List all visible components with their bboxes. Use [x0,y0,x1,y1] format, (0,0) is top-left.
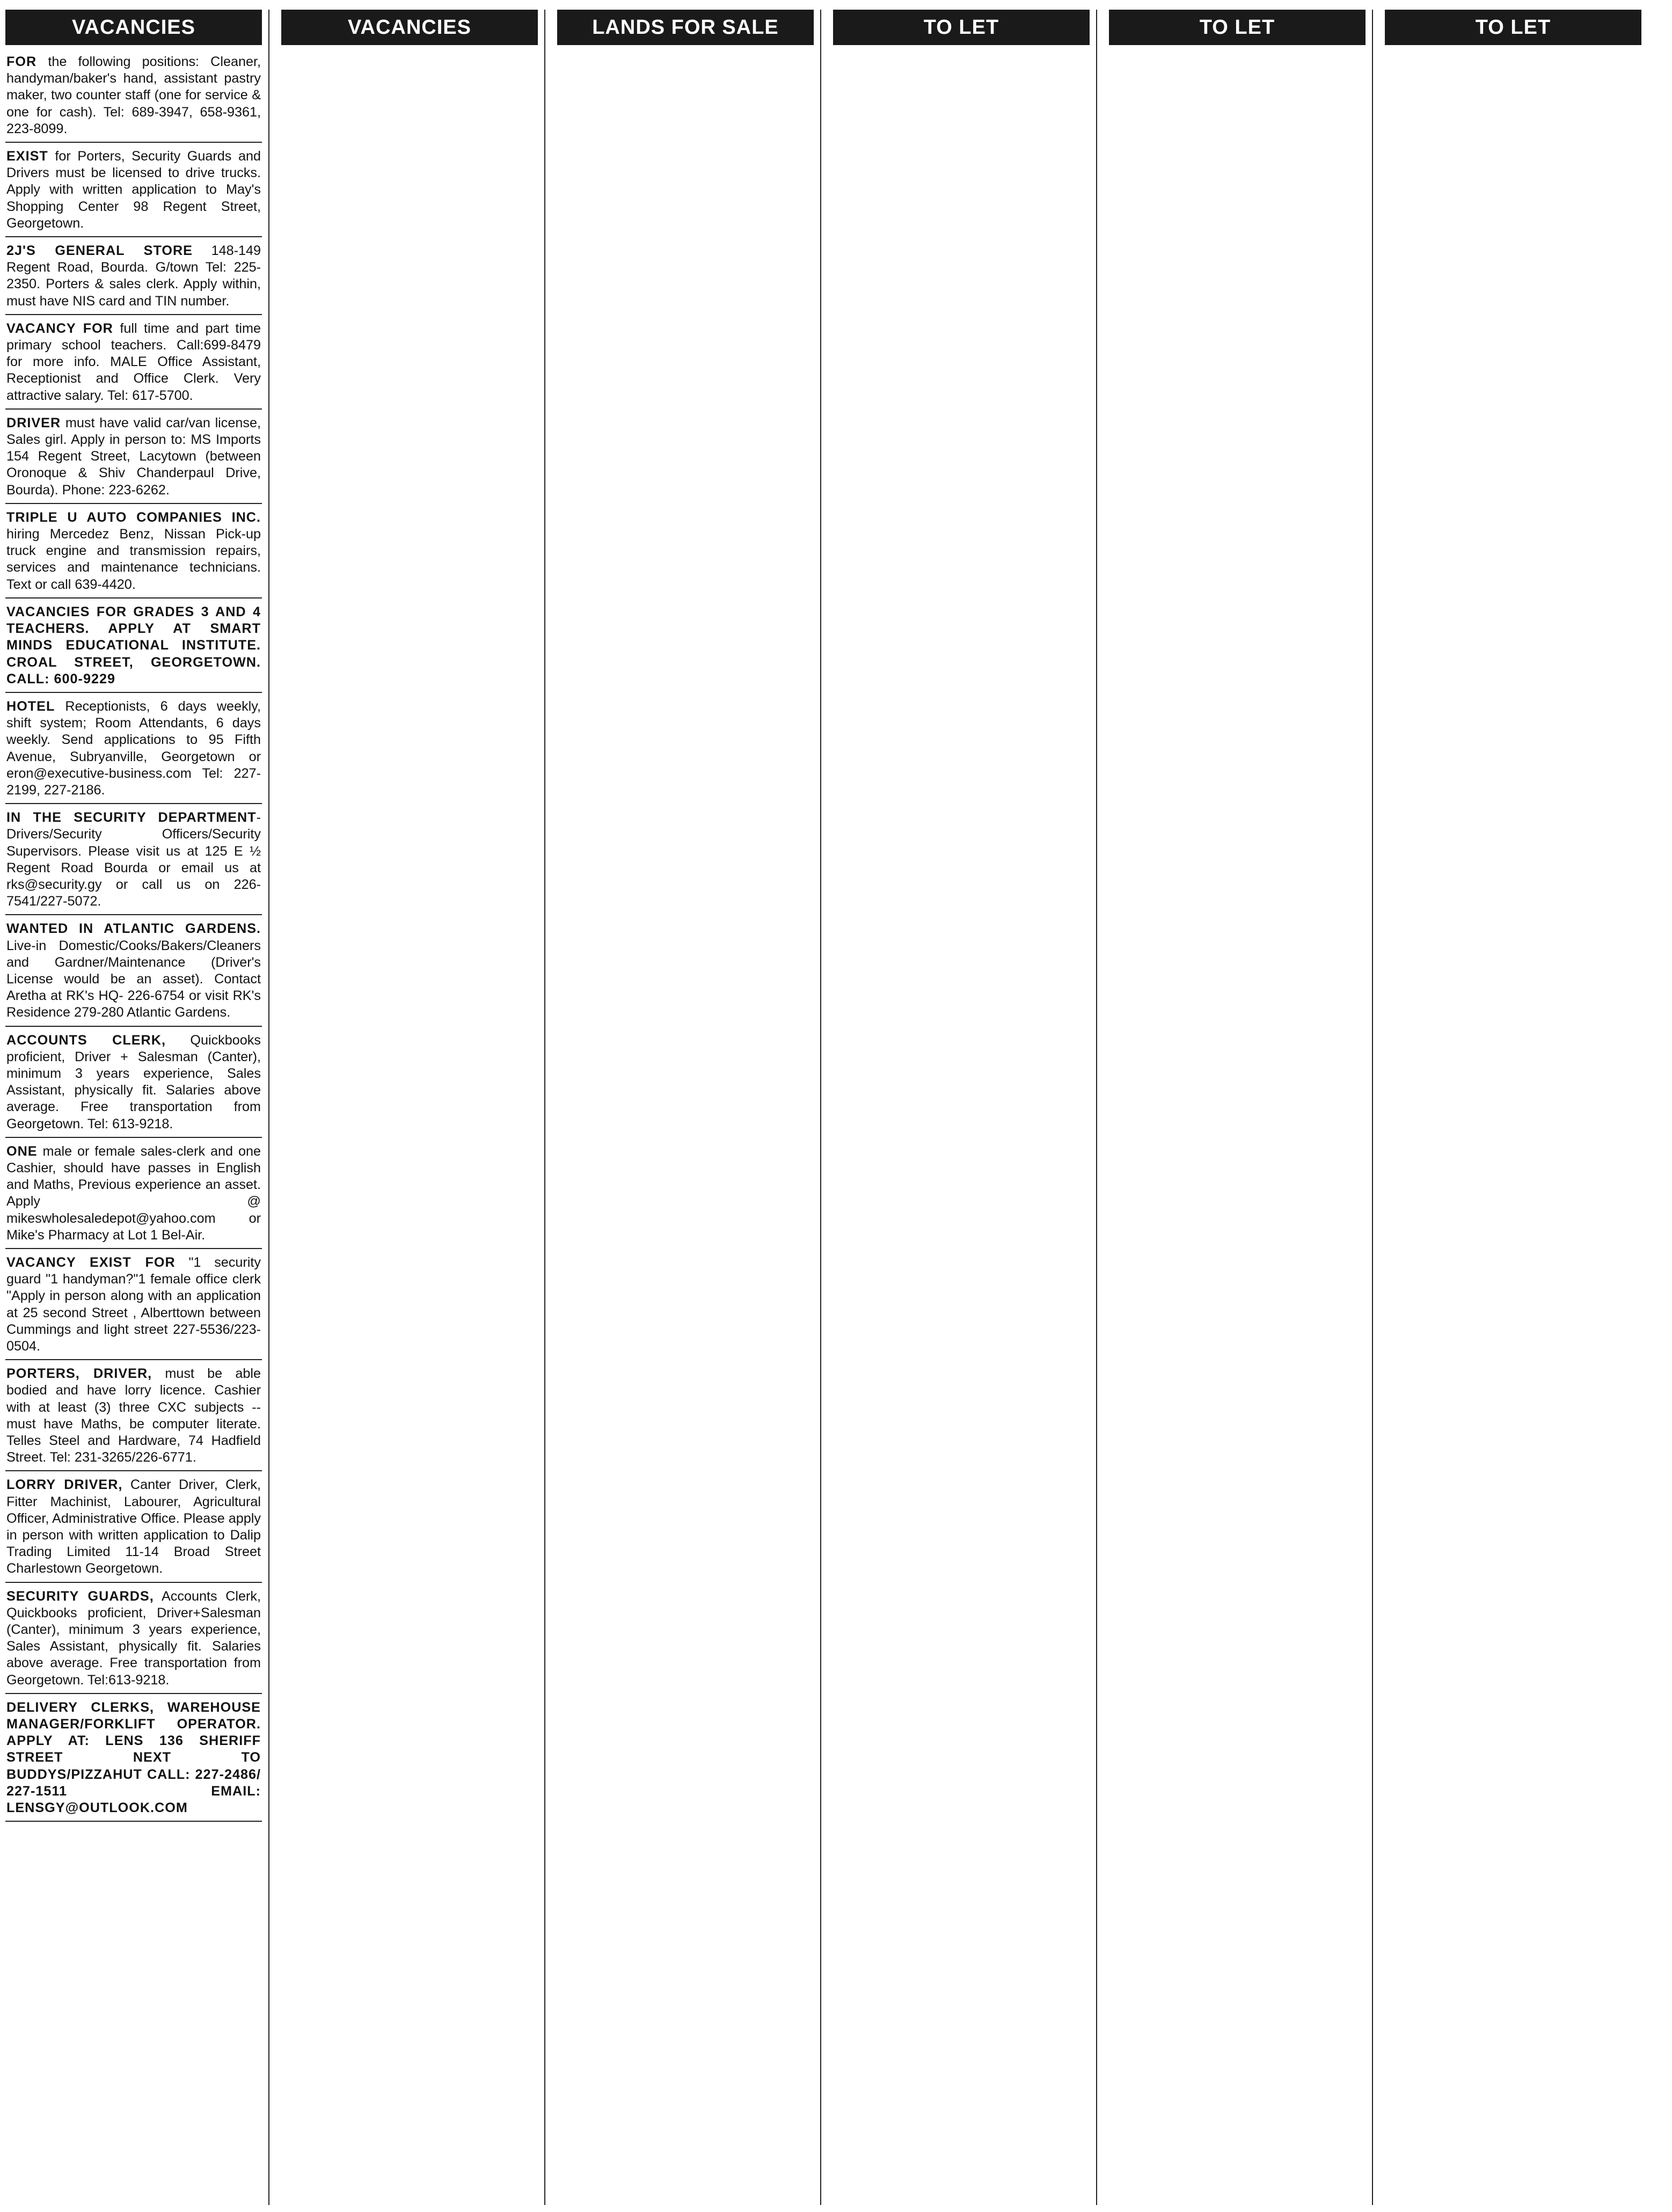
section-header: LANDS FOR SALE [557,10,814,45]
ad-lead: ONE [6,1143,38,1159]
ad-body: - Drivers/Security Officers/Security Supervisors. Please visit us at 125 E ½ Regent Road Bourda or email us at rks@security.gy or call us on 226-7541/227-5072. [6,810,261,909]
ad-lead: 2J'S GENERAL STORE [6,243,193,259]
classified-ad [5,1586,262,1694]
ad-lead: IN THE SECURITY DEPARTMENT [6,810,257,826]
ad-body: 148-149 Regent Road, Bourda. G/town Tel: 225-2350. Porters & sales clerk. Apply within, must have NIS card and TIN number. [6,243,261,309]
ad-body: Canter Driver, Clerk, Fitter Machinist, Labourer, Agricultural Officer, Administrative Office. Please apply in person with written application to Dalip Trading Limited 11-14 Broad Street Charlestown Georgetown. [6,1477,261,1576]
classified-ad [5,1252,262,1360]
classified-ad [5,602,262,693]
classified-ad [5,413,262,504]
classified-ad [5,1141,262,1249]
ad-lead: FOR [6,54,37,69]
ad-body: Accounts Clerk, Quickbooks proficient, Driver+Salesman (Canter), minimum 3 years experience, Sales Assistant, physically fit. Salaries above average. Free transportation from Georgetown. Tel:613-9218. [6,1588,261,1688]
ad-body: the following positions: Cleaner, handyman/baker's hand, assistant pastry maker, two counter staff (one for service & one for cash). Tel: 689-3947, 658-9361, 223-8099. [6,54,261,136]
ad-body: Quickbooks proficient, Driver + Salesman (Canter), minimum 3 years experience, Sales Assistant, physically fit. Salaries above average. Free transportation from Georgetown. Tel: 613-9218. [6,1032,261,1131]
column-divider [268,10,269,2205]
section-header: TO LET [833,10,1090,45]
section-header: TO LET [1385,10,1641,45]
column-lands-for-sale [557,10,814,2205]
vacancies-list [5,52,262,1822]
classified-ad [5,1474,262,1582]
ad-lead: ACCOUNTS CLERK, [6,1032,166,1048]
ad-lead: EXIST [6,149,48,164]
section-header: VACANCIES [281,10,538,45]
classified-ad [5,1697,262,1822]
column-vacancies-1 [5,10,262,2205]
ad-body: hiring Mercedez Benz, Nissan Pick-up truck engine and transmission repairs, services and maintenance technicians. Text or call 639-4420. [6,527,261,592]
section-header: VACANCIES [5,10,262,45]
classified-ad [5,918,262,1026]
column-to-let-2 [1109,10,1366,2205]
ad-body: "1 security guard "1 handyman?"1 female office clerk "Apply in person along with an application at 25 second Street , Alberttown between Cummings and light street 227-5536/223-0504. [6,1255,261,1354]
ad-body: Receptionists, 6 days weekly, shift system; Room Attendants, 6 days weekly. Send applications to 95 Fifth Avenue, Subryanville, Georgetown or eron@executive-business.com Tel: 227-2199, 227-2186. [6,698,261,798]
column-divider [1096,10,1097,2205]
ad-lead: VACANCY EXIST FOR [6,1255,176,1270]
classified-ad [5,52,262,143]
classified-ad [5,507,262,598]
column-divider [820,10,821,2205]
ad-lead: HOTEL [6,698,55,714]
ad-body: full time and part time primary school teachers. Call:699-8479 for more info. MALE Office Assistant, Receptionist and Office Clerk. Very attractive salary. Tel: 617-5700. [6,320,261,403]
ad-lead: SECURITY GUARDS, [6,1588,154,1604]
classified-ad [5,696,262,804]
ad-lead: DELIVERY CLERKS, WAREHOUSE MANAGER/FORKLIFT OPERATOR. APPLY AT: LENS 136 SHERIFF STREET NEXT TO BUDDYS/PIZZAHUT CALL: 227-2486/ 227-1511 EMAIL: LENSGY@OUTLOOK.COM [6,1699,261,1816]
column-divider [1372,10,1373,2205]
classified-ad [5,318,262,410]
classified-ad [5,1363,262,1471]
classified-ad [5,240,262,315]
section-header: TO LET [1109,10,1366,45]
ad-lead: PORTERS, DRIVER, [6,1366,152,1382]
ad-body: Live-in Domestic/Cooks/Bakers/Cleaners and Gardner/Maintenance (Driver's License would be an asset). Contact Aretha at RK's HQ- 226-6754 or visit RK's Residence 279-280 Atlantic Gardens. [6,938,261,1020]
ad-lead: VACANCIES FOR GRADES 3 AND 4 TEACHERS. APPLY AT SMART MINDS EDUCATIONAL INSTITUTE. CROAL STREET, GEORGETOWN. CALL: 600-9229 [6,604,261,687]
column-divider [544,10,545,2205]
ad-lead: VACANCY FOR [6,320,113,336]
classified-ad [5,807,262,915]
column-to-let-1 [833,10,1090,2205]
ad-lead: TRIPLE U AUTO COMPANIES INC. [6,509,261,525]
ad-body: must have valid car/van license, Sales girl. Apply in person to: MS Imports 154 Regent Street, Lacytown (between Oronoque & Shiv Chanderpaul Drive, Bourda). Phone: 223-6262. [6,415,261,498]
classified-ad [5,146,262,237]
ad-body: must be able bodied and have lorry licence. Cashier with at least (3) three CXC subjects -- must have Maths, be computer literate. Telles Steel and Hardware, 74 Hadfield Street. Tel: 231-3265/226-6771. [6,1366,261,1465]
classified-ad [5,1030,262,1138]
ad-body: male or female sales-clerk and one Cashier, should have passes in English and Maths, Previous experience an asset. Apply @ mikeswholesaledepot@yahoo.com or Mike's Pharmacy at Lot 1 Bel-Air. [6,1143,261,1243]
column-vacancies-2 [281,10,538,2205]
ad-lead: DRIVER [6,415,61,430]
column-to-let-3 [1385,10,1641,2205]
ad-lead: WANTED IN ATLANTIC GARDENS. [6,921,261,937]
ad-lead: LORRY DRIVER, [6,1477,123,1493]
ad-body: for Porters, Security Guards and Drivers must be licensed to drive trucks. Apply with written application to May's Shopping Center 98 Regent Street, Georgetown. [6,149,261,231]
